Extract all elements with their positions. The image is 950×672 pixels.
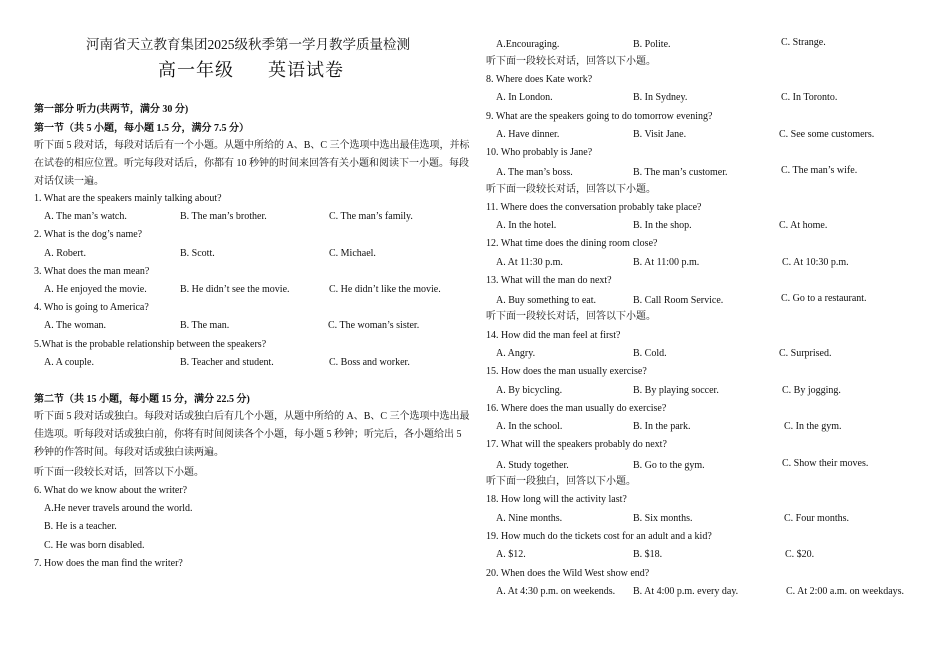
q1-option-c: C. The man’s family. bbox=[329, 211, 413, 222]
q10-option-a: A. The man’s boss. bbox=[496, 167, 573, 178]
q16-option-b: B. In the park. bbox=[633, 421, 691, 432]
q1-stem: 1. What are the speakers mainly talking about? bbox=[34, 193, 222, 204]
subject-title: 英语试卷 bbox=[268, 60, 344, 80]
q16-stem: 16. Where does the man usually do exercise? bbox=[486, 403, 667, 414]
q20-stem: 20. When does the Wild West show end? bbox=[486, 568, 650, 579]
q10-option-c: C. The man’s wife. bbox=[781, 165, 858, 176]
q12-stem: 12. What time does the dining room close? bbox=[486, 238, 658, 249]
q19-stem: 19. How much do the tickets cost for an adult and a kid? bbox=[486, 531, 712, 542]
q2-option-a: A. Robert. bbox=[44, 248, 86, 259]
part1-heading: 第一部分 听力(共两节，满分 30 分) bbox=[34, 104, 189, 115]
q11-stem: 11. Where does the conversation probably take place? bbox=[486, 202, 702, 213]
q4-option-a: A. The woman. bbox=[44, 320, 107, 331]
q14-option-a: A. Angry. bbox=[496, 348, 536, 359]
q9-option-b: B. Visit Jane. bbox=[633, 129, 687, 140]
q11-option-c: C. At home. bbox=[779, 220, 828, 231]
q5-stem: 5.What is the probable relationship between the speakers? bbox=[34, 339, 267, 350]
q6-stem: 6. What do we know about the writer? bbox=[34, 485, 188, 496]
q6-option-a: A.He never travels around the world. bbox=[44, 503, 193, 514]
q5-option-a: A. A couple. bbox=[44, 357, 94, 368]
q4-option-b: B. The man. bbox=[180, 320, 230, 331]
q13-stem: 13. What will the man do next? bbox=[486, 275, 612, 286]
q18-option-a: A. Nine months. bbox=[496, 513, 563, 524]
q10-option-b: B. The man’s customer. bbox=[633, 167, 728, 178]
q15-option-a: A. By bicycling. bbox=[496, 385, 563, 396]
q12-option-b: B. At 11:00 p.m. bbox=[633, 257, 700, 268]
q17-option-c: C. Show their moves. bbox=[782, 458, 869, 469]
q12-option-a: A. At 11:30 p.m. bbox=[496, 257, 563, 268]
q1-option-b: B. The man’s brother. bbox=[180, 211, 267, 222]
q14-option-c: C. Surprised. bbox=[779, 348, 832, 359]
q14-option-b: B. Cold. bbox=[633, 348, 667, 359]
school-title: 河南省天立教育集团2025级秋季第一学月教学质量检测 bbox=[86, 37, 410, 52]
q15-stem: 15. How does the man usually exercise? bbox=[486, 366, 647, 377]
q7-stem: 7. How does the man find the writer? bbox=[34, 558, 183, 569]
q3-option-b: B. He didn’t see the movie. bbox=[180, 284, 290, 295]
q6-option-c: C. He was born disabled. bbox=[44, 540, 145, 551]
grade-title: 高一年级 bbox=[158, 60, 234, 80]
q6-option-b: B. He is a teacher. bbox=[44, 521, 117, 532]
q7-option-c: C. Strange. bbox=[781, 37, 826, 48]
long-dialogue-note-1: 听下面一段较长对话，回答以下小题。 bbox=[34, 467, 204, 478]
q2-stem: 2. What is the dog’s name? bbox=[34, 229, 143, 240]
q13-option-a: A. Buy something to eat. bbox=[496, 295, 596, 306]
q8-option-a: A. In London. bbox=[496, 92, 553, 103]
q4-stem: 4. Who is going to America? bbox=[34, 302, 149, 313]
q13-option-c: C. Go to a restaurant. bbox=[781, 293, 867, 304]
q19-option-a: A. $12. bbox=[496, 549, 526, 560]
q8-stem: 8. Where does Kate work? bbox=[486, 74, 593, 85]
q3-option-a: A. He enjoyed the movie. bbox=[44, 284, 147, 295]
q15-option-b: B. By playing soccer. bbox=[633, 385, 719, 396]
q15-option-c: C. By jogging. bbox=[782, 385, 841, 396]
q8-option-b: B. In Sydney. bbox=[633, 92, 688, 103]
q17-stem: 17. What will the speakers probably do next? bbox=[486, 439, 667, 450]
q3-option-c: C. He didn’t like the movie. bbox=[329, 284, 441, 295]
q2-option-c: C. Michael. bbox=[329, 248, 376, 259]
q9-stem: 9. What are the speakers going to do tomorrow evening? bbox=[486, 111, 713, 122]
q2-option-b: B. Scott. bbox=[180, 248, 215, 259]
long-dialogue-note-4: 听下面一段较长对话，回答以下小题。 bbox=[486, 311, 656, 322]
q9-option-c: C. See some customers. bbox=[779, 129, 875, 140]
q20-option-a: A. At 4:30 p.m. on weekends. bbox=[496, 586, 616, 597]
q3-stem: 3. What does the man mean? bbox=[34, 266, 150, 277]
q7-option-b: B. Polite. bbox=[633, 39, 671, 50]
q18-option-c: C. Four months. bbox=[784, 513, 850, 524]
q17-option-b: B. Go to the gym. bbox=[633, 460, 705, 471]
q14-stem: 14. How did the man feel at first? bbox=[486, 330, 621, 341]
q19-option-b: B. $18. bbox=[633, 549, 663, 560]
q20-option-c: C. At 2:00 a.m. on weekdays. bbox=[786, 586, 905, 597]
q17-option-a: A. Study together. bbox=[496, 460, 569, 471]
q7-option-a: A.Encouraging. bbox=[496, 39, 560, 50]
q16-option-a: A. In the school. bbox=[496, 421, 563, 432]
section1-heading: 第一节（共 5 小题，每小题 1.5 分，满分 7.5 分） bbox=[34, 123, 249, 134]
section1-instructions: 听下面 5 段对话，每段对话后有一个小题。从题中所给的 A、B、C 三个选项中选出最佳选项，并标 在试卷的相应位置。听完每段对话后，你都有 10 秒钟的时间来回答有关小题和阅读下一小题。每段对话仅读一遍。 bbox=[34, 140, 470, 187]
q12-option-c: C. At 10:30 p.m. bbox=[782, 257, 849, 268]
q9-option-a: A. Have dinner. bbox=[496, 129, 560, 140]
q5-option-c: C. Boss and worker. bbox=[329, 357, 410, 368]
q18-stem: 18. How long will the activity last? bbox=[486, 494, 627, 505]
q16-option-c: C. In the gym. bbox=[784, 421, 842, 432]
q10-stem: 10. Who probably is Jane? bbox=[486, 147, 593, 158]
section2-instructions: 听下面 5 段对话或独白。每段对话或独白后有几个小题，从题中所给的 A、B、C 三个选项中选出最佳选项。听每段对话或独白前，你将有时间阅读各个小题，每小题 5 秒钟；听完后，各小题给出 5 秒钟的作答时间。每段对话或独白读两遍。 bbox=[34, 411, 470, 458]
q4-option-c: C. The woman’s sister. bbox=[328, 320, 420, 331]
long-dialogue-note-3: 听下面一段较长对话，回答以下小题。 bbox=[486, 184, 656, 195]
q18-option-b: B. Six months. bbox=[633, 513, 693, 524]
q19-option-c: C. $20. bbox=[785, 549, 815, 560]
q20-option-b: B. At 4:00 p.m. every day. bbox=[633, 586, 739, 597]
q8-option-c: C. In Toronto. bbox=[781, 92, 838, 103]
section2-heading: 第二节（共 15 小题，每小题 15 分，满分 22.5 分) bbox=[34, 394, 250, 405]
q13-option-b: B. Call Room Service. bbox=[633, 295, 724, 306]
q1-option-a: A. The man’s watch. bbox=[44, 211, 127, 222]
q11-option-b: B. In the shop. bbox=[633, 220, 692, 231]
q5-option-b: B. Teacher and student. bbox=[180, 357, 274, 368]
q11-option-a: A. In the hotel. bbox=[496, 220, 557, 231]
long-dialogue-note-2: 听下面一段较长对话，回答以下小题。 bbox=[486, 56, 656, 67]
monologue-note: 听下面一段独白，回答以下小题。 bbox=[486, 476, 636, 487]
